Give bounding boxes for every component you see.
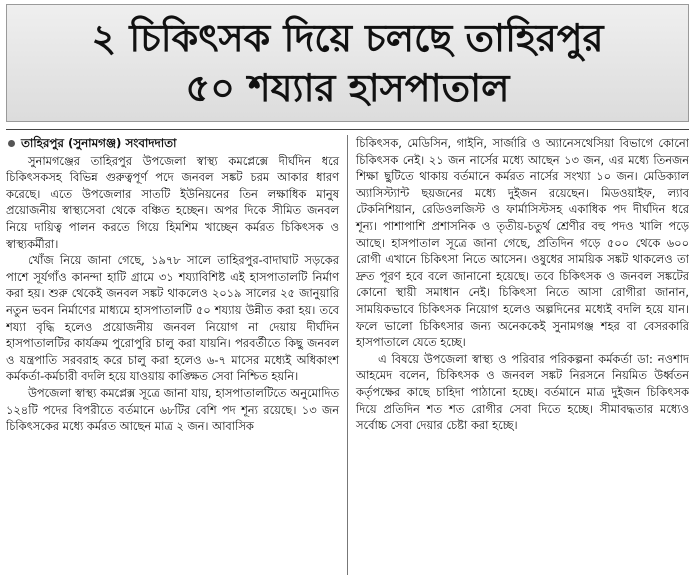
paragraph-2: খোঁজ নিয়ে জানা গেছে, ১৯৭৮ সালে তাহিরপুর-বাদাঘাট সড়কের পাশে সূর্যগাঁও কানন্দা হাটি গ্রামে ৩১ শয্যাবিশিষ্ট এই হাসপাতালটি নির্মাণ করা হয়। শুরু থেকেই জনবল সঙ্কট থাকলেও ২০১৯ সালের ২৫ জানুয়ারি নতুন ভবন নির্মাণের মাধ্যমে হাসপাতালটি ৫০ শয্যায় উন্নীত করা হয়। তবে শয্যা বৃদ্ধি হলেও প্রয়োজনীয় জনবল নিয়োগ না দেয়ায় দীর্ঘদিন হাসপাতালটির কার্যক্রম পুরোপুরি চালু করা যায়নি। পরবর্তীতে কিছু জনবল ও যন্ত্রপাতি সরবরাহ করে চালু করা হলেও ৬-৭ মাসের মধ্যেই অধিকাংশ কর্মকর্তা-কর্মচারী বদলি হয়ে যাওয়ায় কাঙ্ক্ষিত সেবা নিশ্চিত হয়নি। (6, 253, 339, 384)
headline-banner (6, 4, 689, 122)
bullet-icon (8, 140, 15, 147)
headline-line-1: ২ চিকিৎসক দিয়ে চলছে তাহিরপুর (91, 16, 604, 60)
byline-text: তাহিরপুর (সুনামগঞ্জ) সংবাদদাতা (21, 136, 177, 150)
paragraph-5: এ বিষয়ে উপজেলা স্বাস্থ্য ও পরিবার পরিকল্পনা কর্মকর্তা ডা: নওশাদ আহমেদ বলেন, চিকিৎসক ও জনবল সঙ্কট নিরসনে নিয়মিত উর্ধ্বতন কর্তৃপক্ষের কাছে চাহিদা পাঠানো হচ্ছে। বর্তমানে মাত্র দুইজন চিকিৎসক দিয়ে প্রতিদিন শত শত রোগীর সেবা দিতে হচ্ছে। সীমাবদ্ধতার মধ্যেও সর্বোচ্চ সেবা দেয়ার চেষ্টা করা হচ্ছে। (356, 351, 689, 433)
article-column-left (6, 135, 344, 575)
byline (6, 135, 339, 152)
paragraph-3: উপজেলা স্বাস্থ্য কমপ্লেক্স সূত্রে জানা যায়, হাসপাতালটিতে অনুমোদিত ১২৪টি পদের বিপরীতে বর্তমানে ৬৮টির বেশি পদ শূন্য রয়েছে। ১৩ জন চিকিৎসকের মধ্যে কর্মরত আছেন মাত্র ২ জন। আবাসিক (6, 385, 339, 434)
headline-line-2: ৫০ শয্যার হাসপাতাল (185, 66, 510, 110)
paragraph-4: চিকিৎসক, মেডিসিন, গাইনি, সার্জারি ও অ্যানেসথেসিয়া বিভাগে কোনো চিকিৎসক নেই। ২১ জন নার্সের মধ্যে আছেন ১৩ জন, এর মধ্যে তিনজন শিক্ষা ছুটিতে থাকায় বর্তমানে কর্মরত নার্সের সংখ্যা ১০ জন। মেডিক্যাল অ্যাসিস্ট্যান্ট ছয়জনের মধ্যে দুইজন রয়েছেন। মিডওয়াইফ, ল্যাব টেকনিশিয়ান, রেডিওলজিস্ট ও ফার্মাসিস্টসহ একাধিক পদ দীর্ঘদিন ধরে শূন্য। পাশাপাশি প্রশাসনিক ও তৃতীয়-চতুর্থ শ্রেণীর বহু পদও খালি পড়ে আছে। হাসপাতাল সূত্রে জানা গেছে, প্রতিদিন গড়ে ৫০০ থেকে ৬০০ রোগী এখানে চিকিৎসা নিতে আসেন। ওষুধের সাময়িক সঙ্কট থাকলেও তা দ্রুত পূরণ হবে বলে জানানো হয়েছে। তবে চিকিৎসক ও জনবল সঙ্কটের কোনো স্থায়ী সমাধান নেই। চিকিৎসা নিতে আসা রোগীরা জানান, সাময়িকভাবে চিকিৎসক নিয়োগ হলেও অল্পদিনের মধ্যেই বদলি হয়ে যান। ফলে ভালো চিকিৎসার জন্য অনেককেই সুনামগঞ্জ শহর বা বেসরকারি হাসপাতালে যেতে হচ্ছে। (356, 136, 689, 350)
column-divider (347, 135, 348, 575)
paragraph-1: সুনামগঞ্জের তাহিরপুর উপজেলা স্বাস্থ্য কমপ্লেক্সে দীর্ঘদিন ধরে চিকিৎসকসহ বিভিন্ন গুরুত্বপূর্ণ পদে জনবল সঙ্কট চরম আকার ধারণ করেছে। এতে উপজেলার সাতটি ইউনিয়নের তিন লক্ষাধিক মানুষ প্রয়োজনীয় স্বাস্থ্যসেবা থেকে বঞ্চিত হচ্ছেন। অপর দিকে সীমিত জনবল নিয়ে দায়িত্ব পালন করতে গিয়ে হিমশিম খাচ্ছেন কর্মরত চিকিৎসক ও স্বাস্থ্যকর্মীরা। (6, 153, 339, 251)
article-column-right (352, 135, 689, 575)
top-rule (6, 129, 689, 130)
